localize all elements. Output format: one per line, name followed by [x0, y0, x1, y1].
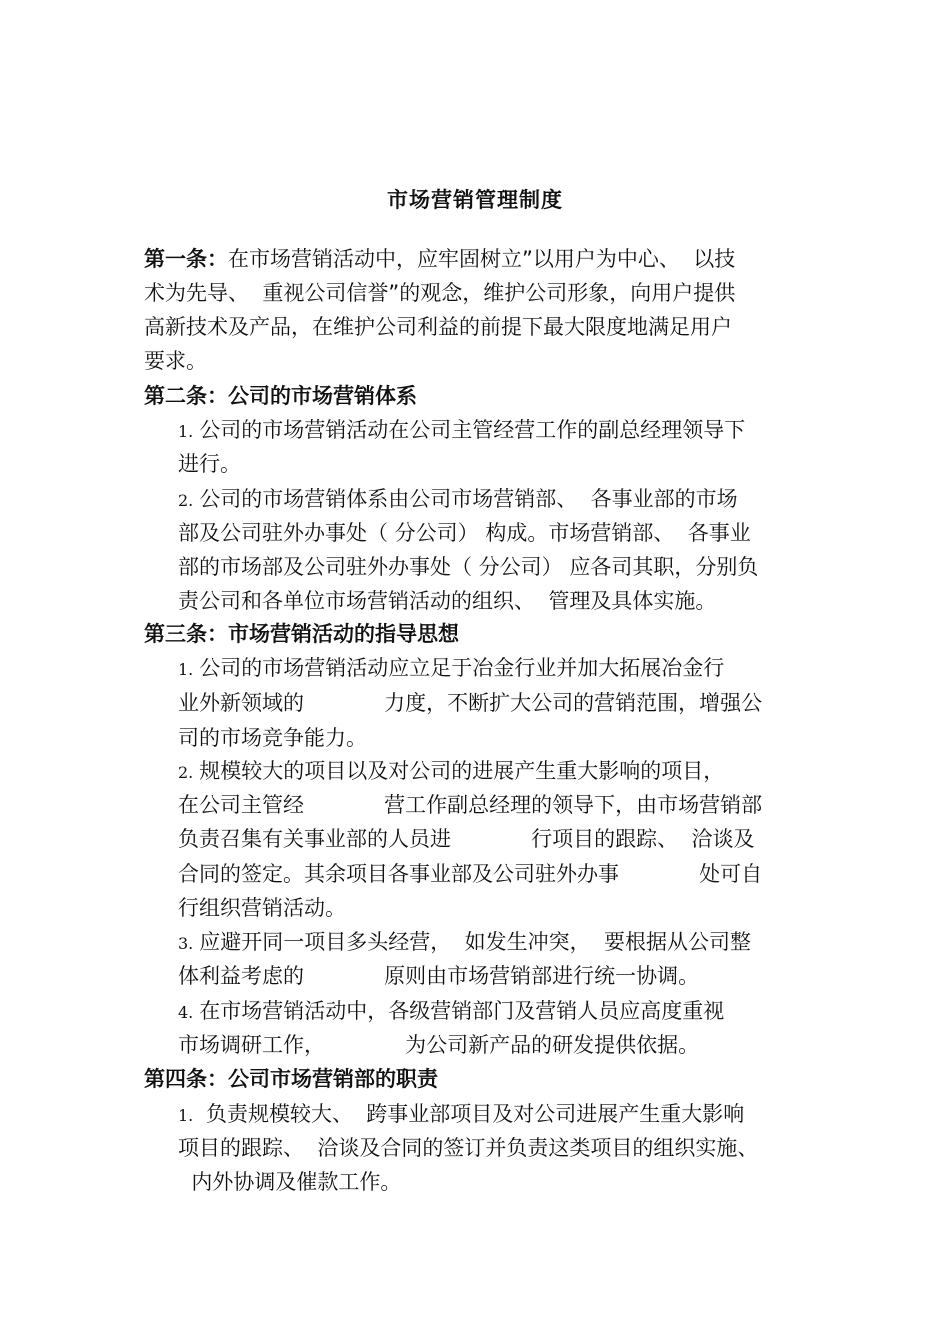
article-3-item-4-line-1: [178, 994, 724, 1028]
article-3-item-1-line-3: 司的市场竞争能力。: [178, 726, 367, 750]
article-3-heading: 第三条：市场营销活动的指导思想: [144, 622, 459, 646]
item-text: 规模较大的项目以及对公司的进展产生重大影响的项目，: [199, 759, 725, 783]
item-number: 2.: [178, 491, 194, 510]
article-2-item-1-line-2: 进行。: [178, 452, 241, 476]
item-text: 负责规模较大、 跨事业部项目及对公司进展产生重大影响: [199, 1102, 745, 1126]
article-2-item-2-line-3: 部的市场部及公司驻外办事处（ 分公司） 应各司其职，分别负: [178, 555, 759, 579]
article-4-item-1-line-2: 项目的跟踪、 洽谈及合同的签订并负责这类项目的组织实施、: [178, 1136, 759, 1160]
article-3-item-2-line-3: 负责召集有关事业部的人员进 行项目的跟踪、 洽谈及: [178, 827, 755, 851]
article-2-heading: 第二条：公司的市场营销体系: [144, 384, 417, 408]
article-2-item-1-line-1: [178, 413, 745, 447]
article-3-item-2-line-2: 在公司主管经 营工作副总经理的领导下，由市场营销部: [178, 793, 763, 817]
article-3-item-4-line-2: 市场调研工作， 为公司新产品的研发提供依据。: [178, 1033, 700, 1057]
article-3-item-1-line-2: 业外新领域的 力度，不断扩大公司的营销范围，增强公: [178, 691, 763, 715]
article-1-line-4: 要求。: [144, 349, 207, 373]
item-number: 1.: [178, 1106, 194, 1125]
item-text: 公司的市场营销活动在公司主管经营工作的副总经理领导下: [199, 418, 746, 442]
article-1-line-3: 高新技术及产品，在维护公司利益的前提下最大限度地满足用户: [144, 315, 732, 339]
item-number: 4.: [178, 1003, 194, 1022]
article-3-item-3-line-1: [178, 925, 751, 959]
document-title: 市场营销管理制度: [387, 188, 563, 212]
article-4-heading: 第四条：公司市场营销部的职责: [144, 1067, 438, 1091]
article-3-item-2-line-5: 行组织营销活动。: [178, 896, 346, 920]
item-number: 3.: [178, 934, 194, 953]
article-4-item-1-line-3: 内外协调及催款工作。: [178, 1170, 402, 1194]
article-1-lead: 第一条：: [144, 247, 228, 271]
item-text: 公司的市场营销体系由公司市场营销部、 各事业部的市场: [199, 487, 738, 511]
article-2-item-2-line-2: 部及公司驻外办事处（ 分公司） 构成。市场营销部、 各事业: [178, 521, 751, 545]
article-3-item-1-line-1: [178, 651, 724, 685]
article-3-item-2-line-1: [178, 754, 724, 788]
item-number: 2.: [178, 763, 194, 782]
item-number: 1.: [178, 422, 194, 441]
article-2-item-2-line-1: [178, 482, 738, 516]
article-1-line-2: 术为先导、 重视公司信誉”的观念，维护公司形象，向用户提供: [144, 281, 736, 305]
article-1-text-line-1: 在市场营销活动中，应牢固树立”以用户为中心、 以技: [228, 247, 736, 271]
article-3-item-3-line-2: 体利益考虑的 原则由市场营销部进行统一协调。: [178, 964, 700, 988]
item-text: 在市场营销活动中，各级营销部门及营销人员应高度重视: [199, 999, 725, 1023]
item-text: 应避开同一项目多头经营， 如发生冲突， 要根据从公司整: [199, 930, 751, 954]
item-number: 1.: [178, 660, 194, 679]
item-text: 公司的市场营销活动应立足于冶金行业并加大拓展冶金行: [199, 656, 725, 680]
article-4-item-1-line-1: [178, 1097, 744, 1131]
article-1-line-1: [144, 242, 735, 276]
article-3-item-2-line-4: 合同的签定。其余项目各事业部及公司驻外办事 处可自: [178, 862, 763, 886]
article-2-item-2-line-4: 责公司和各单位市场营销活动的组织、 管理及具体实施。: [178, 589, 717, 613]
